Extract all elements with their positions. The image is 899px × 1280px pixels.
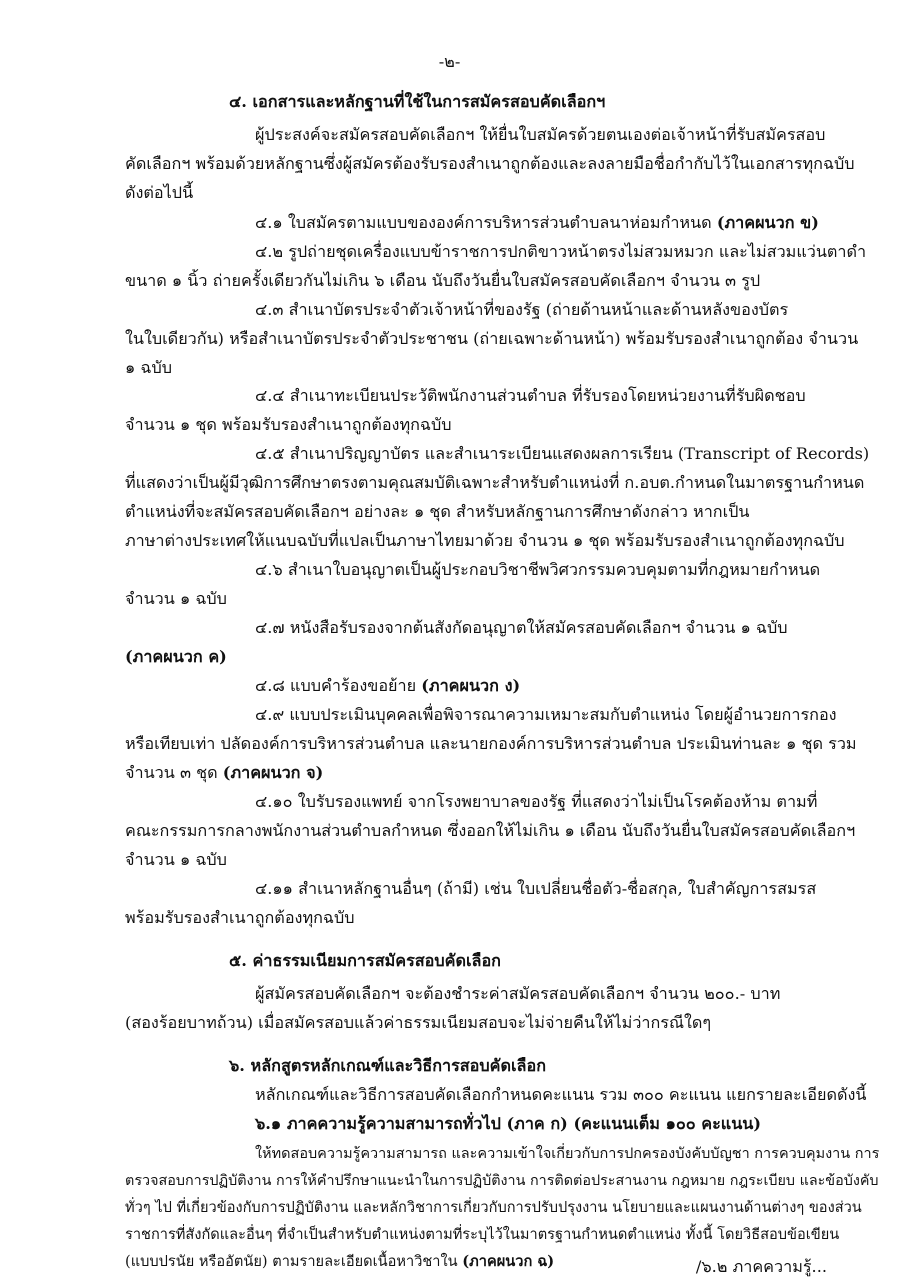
item-4-8 bbox=[255, 675, 520, 697]
item-4-9-line bbox=[125, 762, 323, 784]
appendix-ref: (ภาคผนวก ง) bbox=[421, 676, 521, 695]
item-4-4-line: ๔.๔ สำเนาทะเบียนประวัติพนักงานส่วนตำบล ที่รับรองโดยหน่วยงานที่รับผิดชอบ bbox=[255, 386, 806, 405]
section-5-line: ผู้สมัครสอบคัดเลือกฯ จะต้องชำระค่าสมัครสอบคัดเลือกฯ จำนวน ๒๐๐.- บาท bbox=[255, 984, 781, 1003]
item-4-1-text: ๔.๑ ใบสมัครตามแบบขององค์การบริหารส่วนตำบลนาห่อมกำหนด bbox=[255, 213, 717, 232]
item-4-10-line: คณะกรรมการกลางพนักงานส่วนตำบลกำหนด ซึ่งออกให้ไม่เกิน ๑ เดือน นับถึงวันยื่นใบสมัครสอบคัดเลือกฯ bbox=[125, 821, 856, 840]
section-4-intro-line: ดังต่อไปนี้ bbox=[125, 183, 194, 202]
item-4-7-line: ๔.๗ หนังสือรับรองจากต้นสังกัดอนุญาตให้สมัครสอบคัดเลือกฯ จำนวน ๑ ฉบับ bbox=[255, 618, 788, 637]
item-4-5-line: ๔.๕ สำเนาปริญญาบัตร และสำเนาระเบียนแสดงผลการเรียน (Transcript of Records) bbox=[255, 444, 870, 463]
item-4-6-line: จำนวน ๑ ฉบับ bbox=[125, 589, 227, 608]
appendix-ref: (ภาคผนวก จ) bbox=[222, 763, 324, 782]
section-6-heading: ๖. หลักสูตรหลักเกณฑ์และวิธีการสอบคัดเลือก bbox=[229, 1056, 546, 1075]
item-4-9-line: ๔.๙ แบบประเมินบุคคลเพื่อพิจารณาความเหมาะสมกับตำแหน่ง โดยผู้อำนวยการกอง bbox=[255, 705, 837, 724]
section-5-line: (สองร้อยบาทถ้วน) เมื่อสมัครสอบแล้วค่าธรรมเนียมสอบจะไม่จ่ายคืนให้ไม่ว่ากรณีใดๆ bbox=[125, 1013, 712, 1032]
item-4-11-line: พร้อมรับรองสำเนาถูกต้องทุกฉบับ bbox=[125, 908, 355, 927]
item-4-11-line: ๔.๑๑ สำเนาหลักฐานอื่นๆ (ถ้ามี) เช่น ใบเปลี่ยนชื่อตัว-ชื่อสกุล, ใบสำคัญการสมรส bbox=[255, 879, 817, 898]
item-4-2-line: ขนาด ๑ นิ้ว ถ่ายครั้งเดียวกันไม่เกิน ๖ เดือน นับถึงวันยื่นใบสมัครสอบคัดเลือกฯ จำนวน ๓ รูป bbox=[125, 271, 761, 290]
continuation-marker: /๖.๒ ภาคความรู้... bbox=[695, 1257, 827, 1276]
item-4-8-text: ๔.๘ แบบคำร้องขอย้าย bbox=[255, 676, 422, 695]
section-4-intro-line: ผู้ประสงค์จะสมัครสอบคัดเลือกฯ ให้ยื่นใบสมัครด้วยตนเองต่อเจ้าหน้าที่รับสมัครสอบ bbox=[255, 125, 826, 144]
item-4-2-line: ๔.๒ รูปถ่ายชุดเครื่องแบบข้าราชการปกติขาวหน้าตรงไม่สวมหมวก และไม่สวมแว่นตาดำ bbox=[255, 242, 867, 261]
section-6-1-body-line: ให้ทดสอบความรู้ความสามารถ และความเข้าใจเกี่ยวกับการปกครองบังคับบัญชา การควบคุมงาน การ bbox=[255, 1146, 880, 1162]
item-4-3-line: ๔.๓ สำเนาบัตรประจำตัวเจ้าหน้าที่ของรัฐ (ถ่ายด้านหน้าและด้านหลังของบัตร bbox=[255, 300, 789, 319]
item-4-5-line: ภาษาต่างประเทศให้แนบฉบับที่แปลเป็นภาษาไทยมาด้วย จำนวน ๑ ชุด พร้อมรับรองสำเนาถูกต้องทุกฉบับ bbox=[125, 531, 845, 550]
item-4-9-text: จำนวน ๓ ชุด bbox=[125, 763, 223, 782]
item-4-5-line: ที่แสดงว่าเป็นผู้มีวุฒิการศึกษาตรงตามคุณสมบัติเฉพาะสำหรับตำแหน่งที่ ก.อบต.กำหนดในมาตรฐานกำหนด bbox=[125, 473, 865, 492]
section-6-1-body-line: ตรวจสอบการปฏิบัติงาน การให้คำปรึกษาแนะนำในการปฏิบัติงาน การติดต่อประสานงาน กฎหมาย กฎระเบียบ และข้อบังคับ bbox=[125, 1173, 879, 1189]
item-4-3-line: ในใบเดียวกัน) หรือสำเนาบัตรประจำตัวประชาชน (ถ่ายเฉพาะด้านหน้า) พร้อมรับรองสำเนาถูกต้อง จำนวน bbox=[125, 329, 859, 348]
appendix-ref: (ภาคผนวก ฉ) bbox=[462, 1253, 555, 1270]
section-6-1-body-text: (แบบปรนัย หรืออัตนัย) ตามรายละเอียดเนื้อหาวิชาใน bbox=[125, 1253, 463, 1270]
appendix-ref: (ภาคผนวก ค) bbox=[125, 647, 227, 666]
item-4-10-line: ๔.๑๐ ใบรับรองแพทย์ จากโรงพยาบาลของรัฐ ที่แสดงว่าไม่เป็นโรคต้องห้าม ตามที่ bbox=[255, 792, 818, 811]
item-4-10-line: จำนวน ๑ ฉบับ bbox=[125, 850, 227, 869]
section-4-heading: ๔. เอกสารและหลักฐานที่ใช้ในการสมัครสอบคัดเลือกฯ bbox=[229, 92, 606, 111]
item-4-3-line: ๑ ฉบับ bbox=[125, 358, 172, 377]
section-6-1-body-line: ทั่วๆ ไป ที่เกี่ยวข้องกับการปฏิบัติงาน และหลักวิชาการเกี่ยวกับการปรับปรุงงาน นโยบายและแผนงานด้านต่างๆ ของส่วน bbox=[125, 1199, 862, 1216]
section-5-heading: ๕. ค่าธรรมเนียมการสมัครสอบคัดเลือก bbox=[229, 951, 501, 970]
section-6-1-body-line bbox=[125, 1251, 554, 1273]
appendix-ref: (ภาคผนวก ข) bbox=[716, 213, 819, 232]
section-4-intro-line: คัดเลือกฯ พร้อมด้วยหลักฐานซึ่งผู้สมัครต้องรับรองสำเนาถูกต้องและลงลายมือชื่อกำกับไว้ในเอกสารทุกฉบับ bbox=[125, 154, 855, 173]
item-4-4-line: จำนวน ๑ ชุด พร้อมรับรองสำเนาถูกต้องทุกฉบับ bbox=[125, 415, 452, 434]
item-4-1 bbox=[255, 212, 819, 234]
item-4-6-line: ๔.๖ สำเนาใบอนุญาตเป็นผู้ประกอบวิชาชีพวิศวกรรมควบคุมตามที่กฎหมายกำหนด bbox=[255, 560, 821, 579]
item-4-5-line: ตำแหน่งที่จะสมัครสอบคัดเลือกฯ อย่างละ ๑ ชุด สำหรับหลักฐานการศึกษาดังกล่าว หากเป็น bbox=[125, 502, 750, 521]
page-number: -๒- bbox=[438, 52, 461, 71]
section-6-1-heading: ๖.๑ ภาคความรู้ความสามารถทั่วไป (ภาค ก) (คะแนนเต็ม ๑๐๐ คะแนน) bbox=[255, 1114, 761, 1133]
section-6-1-body-line: ราชการที่สังกัดและอื่นๆ ที่จำเป็นสำหรับตำแหน่งตามที่ระบุไว้ในมาตรฐานกำหนดตำแหน่ง ทั้งนี้ โดยวิธีสอบข้อเขียน bbox=[125, 1226, 840, 1243]
item-4-9-line: หรือเทียบเท่า ปลัดองค์การบริหารส่วนตำบล และนายกองค์การบริหารส่วนตำบล ประเมินท่านละ ๑ ชุด รวม bbox=[125, 734, 857, 753]
section-6-intro: หลักเกณฑ์และวิธีการสอบคัดเลือกกำหนดคะแนน รวม ๓๐๐ คะแนน แยกรายละเอียดดังนี้ bbox=[255, 1085, 867, 1104]
